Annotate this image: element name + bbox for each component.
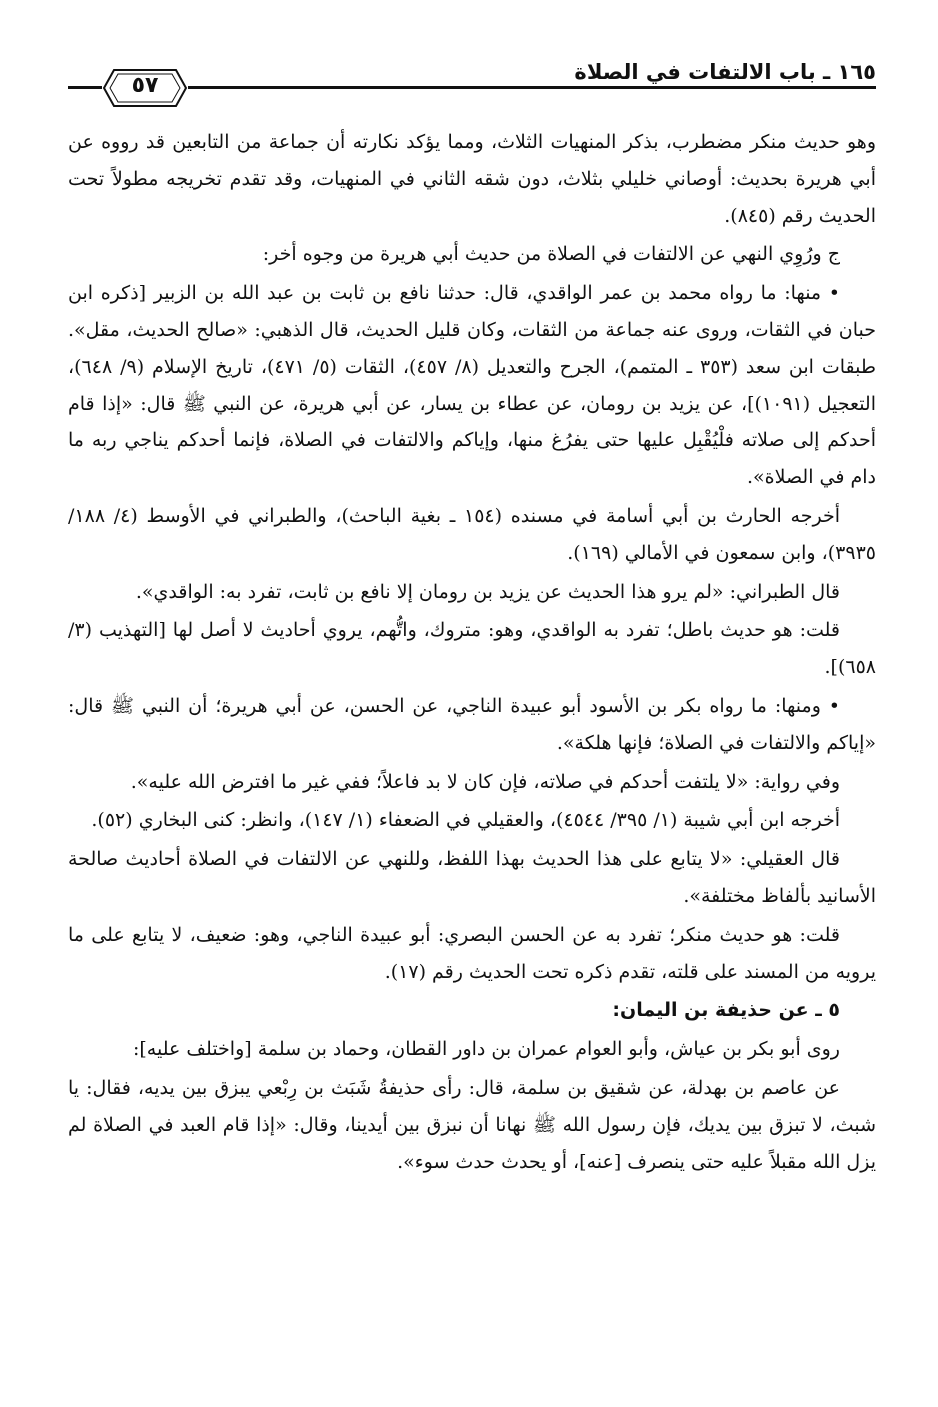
paragraph: قال العقيلي: «لا يتابع على هذا الحديث بهذا اللفظ، وللنهي عن الالتفات في الصلاة أحاديث صالحة الأسانيد بألفاظ مختلفة». xyxy=(68,848,876,907)
section-heading: ٥ ـ عن حذيفة بن اليمان: xyxy=(612,999,840,1022)
page-body xyxy=(68,124,876,1182)
paragraph: أخرجه ابن أبي شيبة (١/ ٣٩٥/ ٤٥٤٤)، والعقيلي في الضعفاء (١/ ١٤٧)، وانظر: كنى البخاري (٥٢). xyxy=(91,809,840,832)
paragraph: ج ورُوِي النهي عن الالتفات في الصلاة من حديث أبي هريرة من وجوه أخر: xyxy=(262,243,840,266)
paragraph: أخرجه الحارث بن أبي أسامة في مسنده (١٥٤ ـ بغية الباحث)، والطبراني في الأوسط (٤/ ١٨٨/ ٣٩٣٥)، وابن سمعون في الأمالي (١٦٩). xyxy=(68,504,876,564)
paragraph: وهو حديث منكر مضطرب، بذكر المنهيات الثلاث، ومما يؤكد نكارته أن جماعة من التابعين قد رووه عن أبي هريرة بحديث: أوصاني خليلي بثلاث، دون شقه الثاني في المنهيات، وقد تقدم تخريجه مطولاً تحت الحديث رقم (٨٤٥). xyxy=(68,131,876,227)
page-number: ٥٧ xyxy=(131,73,159,98)
paragraph: روى أبو بكر بن عياش، وأبو العوام عمران بن داور القطان، وحماد بن سلمة [واختلف عليه]: xyxy=(132,1038,840,1061)
header-rule-left xyxy=(68,86,102,89)
chapter-title: ١٦٥ ـ باب الالتفات في الصلاة xyxy=(574,60,876,84)
header-rule-right xyxy=(188,86,876,89)
page-header xyxy=(68,52,876,122)
paragraph: عن عاصم بن بهدلة، عن شقيق بن سلمة، قال: رأى حذيفةُ شَبَث بن رِبْعي يبزق بين يديه، فقال: يا شبث، لا تبزق بين يديك، فإن رسول الله ﷺ نهانا أن نبزق بين أيدينا، وقال: «إذا قام العبد في الصلاة لم يزل الله مقبلاً عليه حتى ينصرف [عنه]، أو يحدث حدث سوء». xyxy=(68,1076,876,1173)
paragraph: • ومنها: ما رواه بكر بن الأسود أبو عبيدة الناجي، عن الحسن، عن أبي هريرة؛ أن النبي ﷺ قال: «إياكم والالتفات في الصلاة؛ فإنها هلكة». xyxy=(68,694,876,754)
paragraph: وفي رواية: «لا يلتفت أحدكم في صلاته، فإن كان لا بد فاعلاً؛ ففي غير ما افترض الله عليه». xyxy=(130,770,840,793)
page-number-badge xyxy=(102,68,188,108)
paragraph: قال الطبراني: «لم يرو هذا الحديث عن يزيد بن رومان إلا نافع بن ثابت، تفرد به: الواقدي». xyxy=(135,580,840,603)
paragraph: قلت: هو حديث منكر؛ تفرد به عن الحسن البصري: أبو عبيدة الناجي، وهو: ضعيف، لا يتابع على ما يرويه من المسند على قلته، تقدم ذكره تحت الحديث رقم (١٧). xyxy=(68,923,876,983)
paragraph: قلت: هو حديث باطل؛ تفرد به الواقدي، وهو: متروك، واتُّهم، يروي أحاديث لا أصل لها [التهذيب (٣/ ٦٥٨)]. xyxy=(68,619,876,679)
paragraph: • منها: ما رواه محمد بن عمر الواقدي، قال: حدثنا نافع بن ثابت بن عبد الله بن الزبير [ذكره ابن حبان في الثقات، وروى عنه جماعة من الثقات، وكان قليل الحديث، قال الذهبي: «صالح الحديث، مقل». طبقات ابن سعد (٣٥٣ ـ المتمم)، الجرح والتعديل (٨/ ٤٥٧)، الثقات (٥/ ٤٧١)، تاريخ الإسلام (٩/ ٦٤٨)، التعجيل (١٠٩١)]، عن يزيد بن رومان، عن عطاء بن يسار، عن أبي هريرة، عن النبي ﷺ قال: «إذا قام أحدكم إلى صلاته فلْيُقْبِل عليها حتى يفرُغ منها، وإياكم والالتفات في الصلاة، فإنما أحدكم يناجي ربه ما دام في الصلاة». xyxy=(68,282,876,489)
